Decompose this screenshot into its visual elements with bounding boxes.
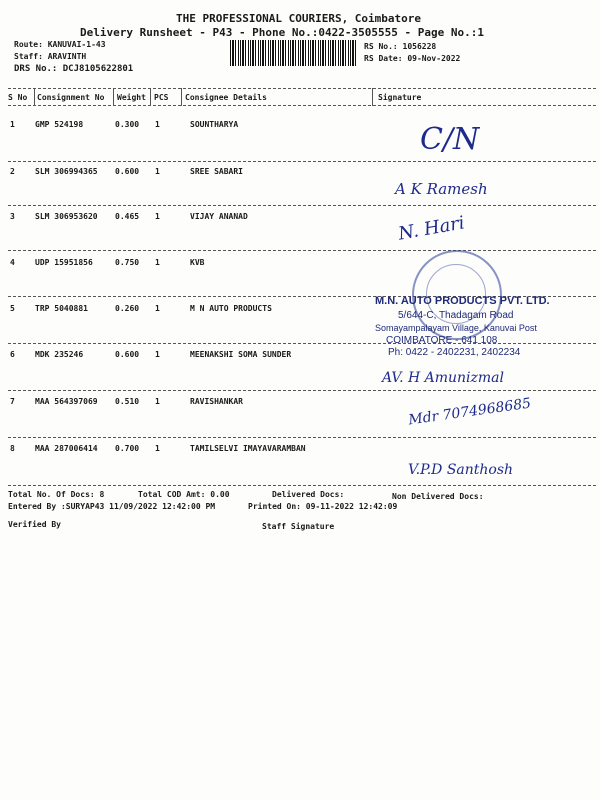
row-sno: 3 [10,212,15,221]
row-sno: 5 [10,304,15,313]
non-delivered-docs: Non Delivered Docs: [392,492,484,501]
row-pcs: 1 [155,304,160,313]
row-pcs: 1 [155,350,160,359]
rs-number: RS No.: 1056228 [364,42,437,51]
row-weight: 0.750 [115,258,140,267]
row-pcs: 1 [155,167,160,176]
signature-3: N. Hari [396,212,467,245]
stamp-city: COIMBATORE - 641 108 [386,335,498,346]
drs-number: DRS No.: DCJ8105622801 [14,64,134,74]
row-consignment: UDP 15951856 [35,258,93,267]
rs-date: RS Date: 09-Nov-2022 [364,54,461,63]
col-sep [113,88,114,106]
barcode [230,40,356,66]
row-consignment: SLM 306953620 [35,212,98,221]
row-consignee: MEENAKSHI SOMA SUNDER [190,350,292,359]
delivered-docs: Delivered Docs: [272,490,345,499]
row-consignment: MDK 235246 [35,350,84,359]
row-consignment: TRP 5040881 [35,304,88,313]
row-consignee: SREE SABARI [190,167,243,176]
signature-1: C/N [420,122,480,157]
staff-label: Staff: ARAVINTH [14,52,87,61]
company-title: THE PROFESSIONAL COURIERS, Coimbatore [176,12,422,25]
verified-by: Verified By [8,520,61,529]
row-divider [8,437,596,438]
row-divider [8,161,596,162]
row-consignee: RAVISHANKAR [190,397,243,406]
row-weight: 0.465 [115,212,140,221]
col-pcs: PCS [154,93,169,102]
row-consignee: VIJAY ANANAD [190,212,248,221]
staff-signature: Staff Signature [262,522,335,531]
total-docs: Total No. Of Docs: 8 [8,490,105,499]
row-pcs: 1 [155,444,160,453]
col-weight: Weight [117,93,146,102]
signature-2: A K Ramesh [395,180,488,198]
row-sno: 8 [10,444,15,453]
row-sno: 1 [10,120,15,129]
row-weight: 0.300 [115,120,140,129]
row-weight: 0.260 [115,304,140,313]
total-cod: Total COD Amt: 0.00 [138,490,230,499]
row-divider [8,485,596,486]
signature-7: Mdr 7074968685 [407,395,533,429]
row-divider [8,343,596,344]
row-pcs: 1 [155,397,160,406]
row-consignee: M N AUTO PRODUCTS [190,304,272,313]
printed-on: Printed On: 09-11-2022 12:42:09 [248,502,398,511]
row-divider [8,390,596,391]
stamp-address-1: 5/644-C, Thadagam Road [398,310,514,321]
row-pcs: 1 [155,258,160,267]
row-pcs: 1 [155,120,160,129]
col-sno: S No [8,93,28,102]
col-sep [150,88,151,106]
signature-8: V.P.D Santhosh [408,462,514,478]
row-sno: 2 [10,167,15,176]
stamp-phone: Ph: 0422 - 2402231, 2402234 [388,347,521,358]
row-consignment: MAA 564397069 [35,397,98,406]
row-sno: 4 [10,258,15,267]
route-label: Route: KANUVAI-1-43 [14,40,106,49]
signature-6: AV. H Amunizmal [382,370,505,386]
row-weight: 0.510 [115,397,140,406]
stamp-company: M.N. AUTO PRODUCTS PVT. LTD. [375,295,550,307]
col-consignment: Consignment No [37,93,105,102]
row-divider [8,205,596,206]
row-sno: 7 [10,397,15,406]
divider [8,88,596,89]
row-weight: 0.600 [115,350,140,359]
col-signature: Signature [378,93,422,102]
row-pcs: 1 [155,212,160,221]
row-weight: 0.700 [115,444,140,453]
stamp-address-2: Somayampalayam Village, Kanuvai Post [375,323,537,333]
row-consignee: TAMILSELVI IMAYAVARAMBAN [190,444,306,453]
col-consignee: Consignee Details [185,93,267,102]
divider [8,105,596,106]
entered-by: Entered By :SURYAP43 11/09/2022 12:42:00 PM [8,502,216,511]
runsheet-heading: Delivery Runsheet - P43 - Phone No.:0422-3505555 - Page No.:1 [80,26,484,39]
row-weight: 0.600 [115,167,140,176]
row-divider [8,250,596,251]
row-consignee: SOUNTHARYA [190,120,239,129]
col-sep [34,88,35,106]
row-consignment: SLM 306994365 [35,167,98,176]
row-consignment: MAA 287006414 [35,444,98,453]
row-consignment: GMP 524198 [35,120,84,129]
row-sno: 6 [10,350,15,359]
col-sep [372,88,373,106]
row-consignee: KVB [190,258,205,267]
col-sep [181,88,182,106]
